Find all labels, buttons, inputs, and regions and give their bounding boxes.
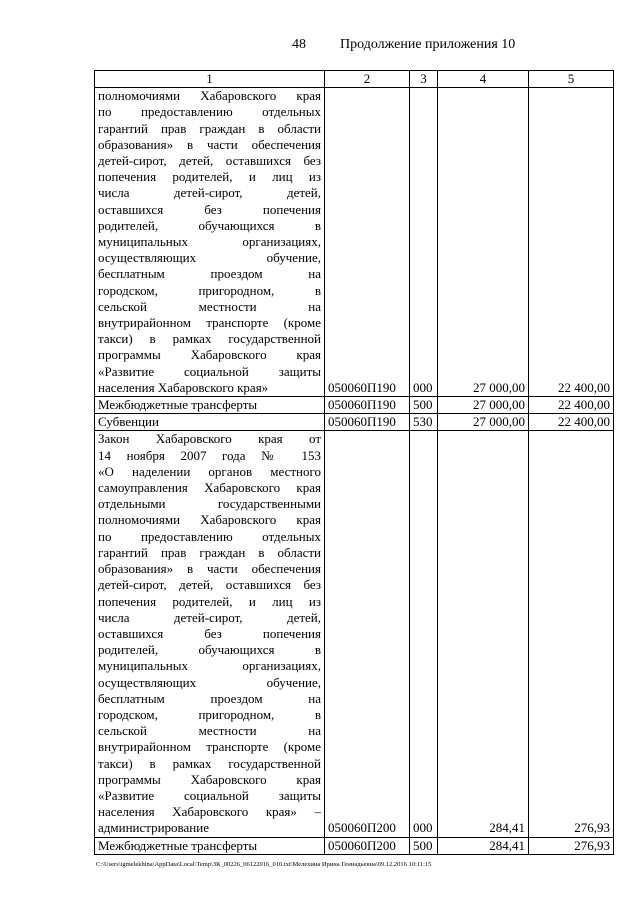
row-code: 050060П190 bbox=[325, 88, 410, 397]
description-line: образования» в части обеспечения bbox=[98, 136, 321, 152]
description-line: бесплатным проездом на bbox=[98, 266, 321, 282]
description-line: по предоставлению отдельных bbox=[98, 528, 321, 544]
description-line: осуществляющих обучение, bbox=[98, 250, 321, 266]
row-vr: 500 bbox=[410, 397, 438, 414]
table-row bbox=[95, 397, 614, 414]
row-code: 050060П200 bbox=[325, 431, 410, 837]
description-line: попечения родителей, и лиц из bbox=[98, 593, 321, 609]
row-code: 050060П190 bbox=[325, 397, 410, 414]
description-line: Закон Хабаровского края от bbox=[98, 431, 321, 447]
description-line: образования» в части обеспечения bbox=[98, 561, 321, 577]
description-line: отдельными государственными bbox=[98, 496, 321, 512]
description-line: Межбюджетные трансферты bbox=[98, 397, 258, 413]
row-sum-2: 22 400,00 bbox=[529, 397, 614, 414]
description-line: муниципальных организациях, bbox=[98, 234, 321, 250]
description-line: бесплатным проездом на bbox=[98, 690, 321, 706]
column-header: 2 bbox=[325, 71, 410, 88]
row-description bbox=[95, 88, 325, 397]
table-row bbox=[95, 88, 614, 397]
row-vr: 000 bbox=[410, 88, 438, 397]
description-line: внутрирайонном транспорте (кроме bbox=[98, 739, 321, 755]
description-line: «Развитие социальной защиты bbox=[98, 787, 321, 803]
row-sum-1: 284,41 bbox=[438, 837, 529, 854]
description-line: оставшихся без попечения bbox=[98, 201, 321, 217]
row-sum-2: 276,93 bbox=[529, 431, 614, 837]
table-row bbox=[95, 414, 614, 431]
row-code: 050060П190 bbox=[325, 414, 410, 431]
row-vr: 530 bbox=[410, 414, 438, 431]
description-line: внутрирайонном транспорте (кроме bbox=[98, 315, 321, 331]
description-line: администрирование bbox=[98, 820, 209, 836]
description-line: полномочиями Хабаровского края bbox=[98, 88, 321, 104]
description-line: числа детей-сирот, детей, bbox=[98, 185, 321, 201]
description-line: оставшихся без попечения bbox=[98, 625, 321, 641]
column-header: 3 bbox=[410, 71, 438, 88]
description-line: населения Хабаровского края» – bbox=[98, 804, 321, 820]
description-line: сельской местности на bbox=[98, 723, 321, 739]
description-line: «Развитие социальной защиты bbox=[98, 363, 321, 379]
description-line: родителей, обучающихся в bbox=[98, 217, 321, 233]
description-line: программы Хабаровского края bbox=[98, 771, 321, 787]
description-line: родителей, обучающихся в bbox=[98, 642, 321, 658]
page-header-title: Продолжение приложения 10 bbox=[340, 37, 516, 52]
footer-file-path: C:\Users\igmelekhina\AppData\Local\Temp\ЗК_00226_06122016_010.txt\Мелехина Ирина Геннадьевна\09.12.2016 10:11:15 bbox=[96, 861, 432, 868]
page-number: 48 bbox=[292, 37, 306, 52]
row-sum-1: 284,41 bbox=[438, 431, 529, 837]
row-description bbox=[95, 837, 325, 854]
row-sum-2: 22 400,00 bbox=[529, 88, 614, 397]
description-line: «О наделении органов местного bbox=[98, 463, 321, 479]
column-header: 5 bbox=[529, 71, 614, 88]
description-line: такси) в рамках государственной bbox=[98, 331, 321, 347]
description-line: такси) в рамках государственной bbox=[98, 755, 321, 771]
row-description bbox=[95, 414, 325, 431]
row-vr: 500 bbox=[410, 837, 438, 854]
description-line: гарантий прав граждан в области bbox=[98, 120, 321, 136]
description-line: Межбюджетные трансферты bbox=[98, 837, 258, 853]
description-line: осуществляющих обучение, bbox=[98, 674, 321, 690]
budget-table bbox=[94, 70, 614, 855]
row-sum-1: 27 000,00 bbox=[438, 397, 529, 414]
table-row bbox=[95, 431, 614, 837]
description-line: программы Хабаровского края bbox=[98, 347, 321, 363]
description-line: детей-сирот, детей, оставшихся без bbox=[98, 577, 321, 593]
table-header-row bbox=[95, 71, 614, 88]
column-header: 4 bbox=[438, 71, 529, 88]
description-line: детей-сирот, детей, оставшихся без bbox=[98, 153, 321, 169]
description-line: полномочиями Хабаровского края bbox=[98, 512, 321, 528]
description-line: сельской местности на bbox=[98, 298, 321, 314]
row-sum-2: 22 400,00 bbox=[529, 414, 614, 431]
description-line: Субвенции bbox=[98, 414, 159, 430]
row-sum-2: 276,93 bbox=[529, 837, 614, 854]
description-line: 14 ноября 2007 года № 153 bbox=[98, 447, 321, 463]
description-line: попечения родителей, и лиц из bbox=[98, 169, 321, 185]
row-description bbox=[95, 431, 325, 837]
description-line: населения Хабаровского края» bbox=[98, 379, 269, 395]
row-vr: 000 bbox=[410, 431, 438, 837]
row-sum-1: 27 000,00 bbox=[438, 414, 529, 431]
description-line: по предоставлению отдельных bbox=[98, 104, 321, 120]
description-line: городском, пригородном, в bbox=[98, 282, 321, 298]
description-line: числа детей-сирот, детей, bbox=[98, 609, 321, 625]
row-code: 050060П200 bbox=[325, 837, 410, 854]
description-line: гарантий прав граждан в области bbox=[98, 544, 321, 560]
description-line: городском, пригородном, в bbox=[98, 706, 321, 722]
table-row bbox=[95, 837, 614, 854]
column-header: 1 bbox=[95, 71, 325, 88]
description-line: муниципальных организациях, bbox=[98, 658, 321, 674]
row-description bbox=[95, 397, 325, 414]
row-sum-1: 27 000,00 bbox=[438, 88, 529, 397]
description-line: самоуправления Хабаровского края bbox=[98, 480, 321, 496]
